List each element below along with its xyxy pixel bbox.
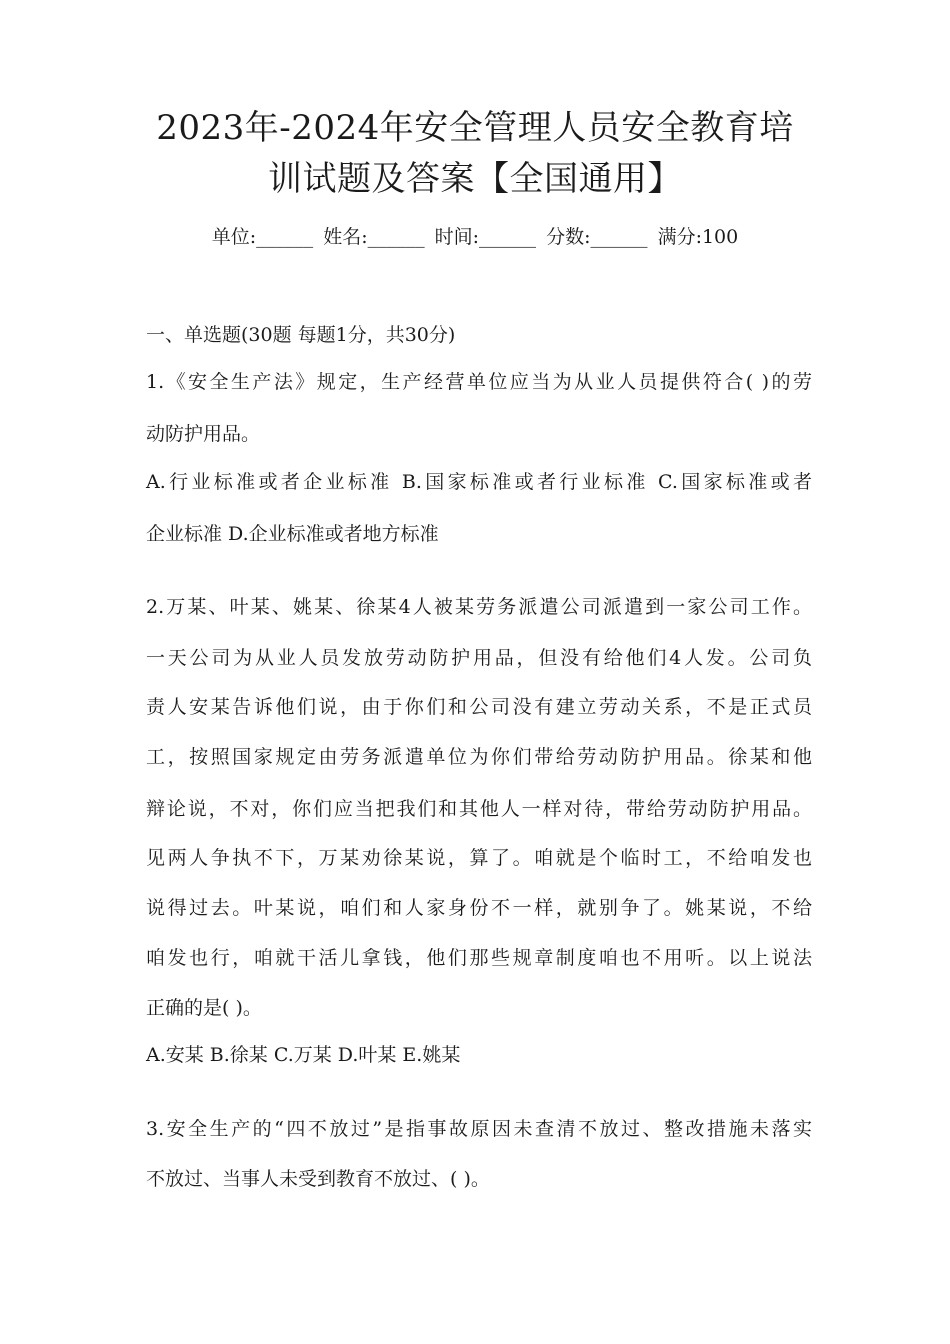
question-1-options-line: A.行业标准或者企业标准 B.国家标准或者行业标准 C.国家标准或者 <box>146 471 812 493</box>
question-1-options-line: 企业标准 D.企业标准或者地方标准 <box>146 523 439 545</box>
time-field: 时间:______ <box>434 226 537 248</box>
question-2-stem-line: 一天公司为从业人员发放劳动防护用品，但没有给他们4人发。公司负 <box>146 647 812 669</box>
section-heading: 一、单选题(30题 每题1分，共30分) <box>146 324 456 346</box>
question-1-stem-line: 动防护用品。 <box>146 423 261 445</box>
question-2-stem-line: 责人安某告诉他们说，由于你们和公司没有建立劳动关系，不是正式员 <box>146 696 812 718</box>
question-2-options-line: A.安某 B.徐某 C.万某 D.叶某 E.姚某 <box>146 1044 461 1066</box>
question-2-stem-line: 2.万某、叶某、姚某、徐某4人被某劳务派遣公司派遣到一家公司工作。 <box>146 596 812 618</box>
question-1-stem-line: 1.《安全生产法》规定，生产经营单位应当为从业人员提供符合( )的劳 <box>146 371 812 393</box>
question-2-stem-line: 正确的是( )。 <box>146 997 262 1019</box>
document-title-line-2: 训试题及答案【全国通用】 <box>268 159 682 199</box>
unit-field: 单位:______ <box>211 226 314 248</box>
document-title-line-1: 2023年-2024年安全管理人员安全教育培 <box>156 108 794 148</box>
question-3-stem-line: 不放过、当事人未受到教育不放过、( )。 <box>146 1168 490 1190</box>
question-2-stem-line: 咱发也行，咱就干活儿拿钱，他们那些规章制度咱也不用听。以上说法 <box>146 947 812 969</box>
question-2-stem-line: 见两人争执不下，万某劝徐某说，算了。咱就是个临时工，不给咱发也 <box>146 847 812 869</box>
name-field: 姓名:______ <box>323 226 425 248</box>
score-field: 分数:______ <box>546 226 648 248</box>
question-3-stem-line: 3.安全生产的“四不放过”是指事故原因未查清不放过、整改措施未落实 <box>146 1118 812 1140</box>
question-2-stem-line: 辩论说，不对，你们应当把我们和其他人一样对待，带给劳动防护用品。 <box>146 798 812 820</box>
question-2-stem-line: 说得过去。叶某说，咱们和人家身份不一样，就别争了。姚某说，不给 <box>146 897 812 919</box>
full-score-field: 满分:100 <box>657 226 739 248</box>
question-2-stem-line: 工，按照国家规定由劳务派遣单位为你们带给劳动防护用品。徐某和他 <box>146 746 812 768</box>
exam-info-line <box>0 222 950 252</box>
